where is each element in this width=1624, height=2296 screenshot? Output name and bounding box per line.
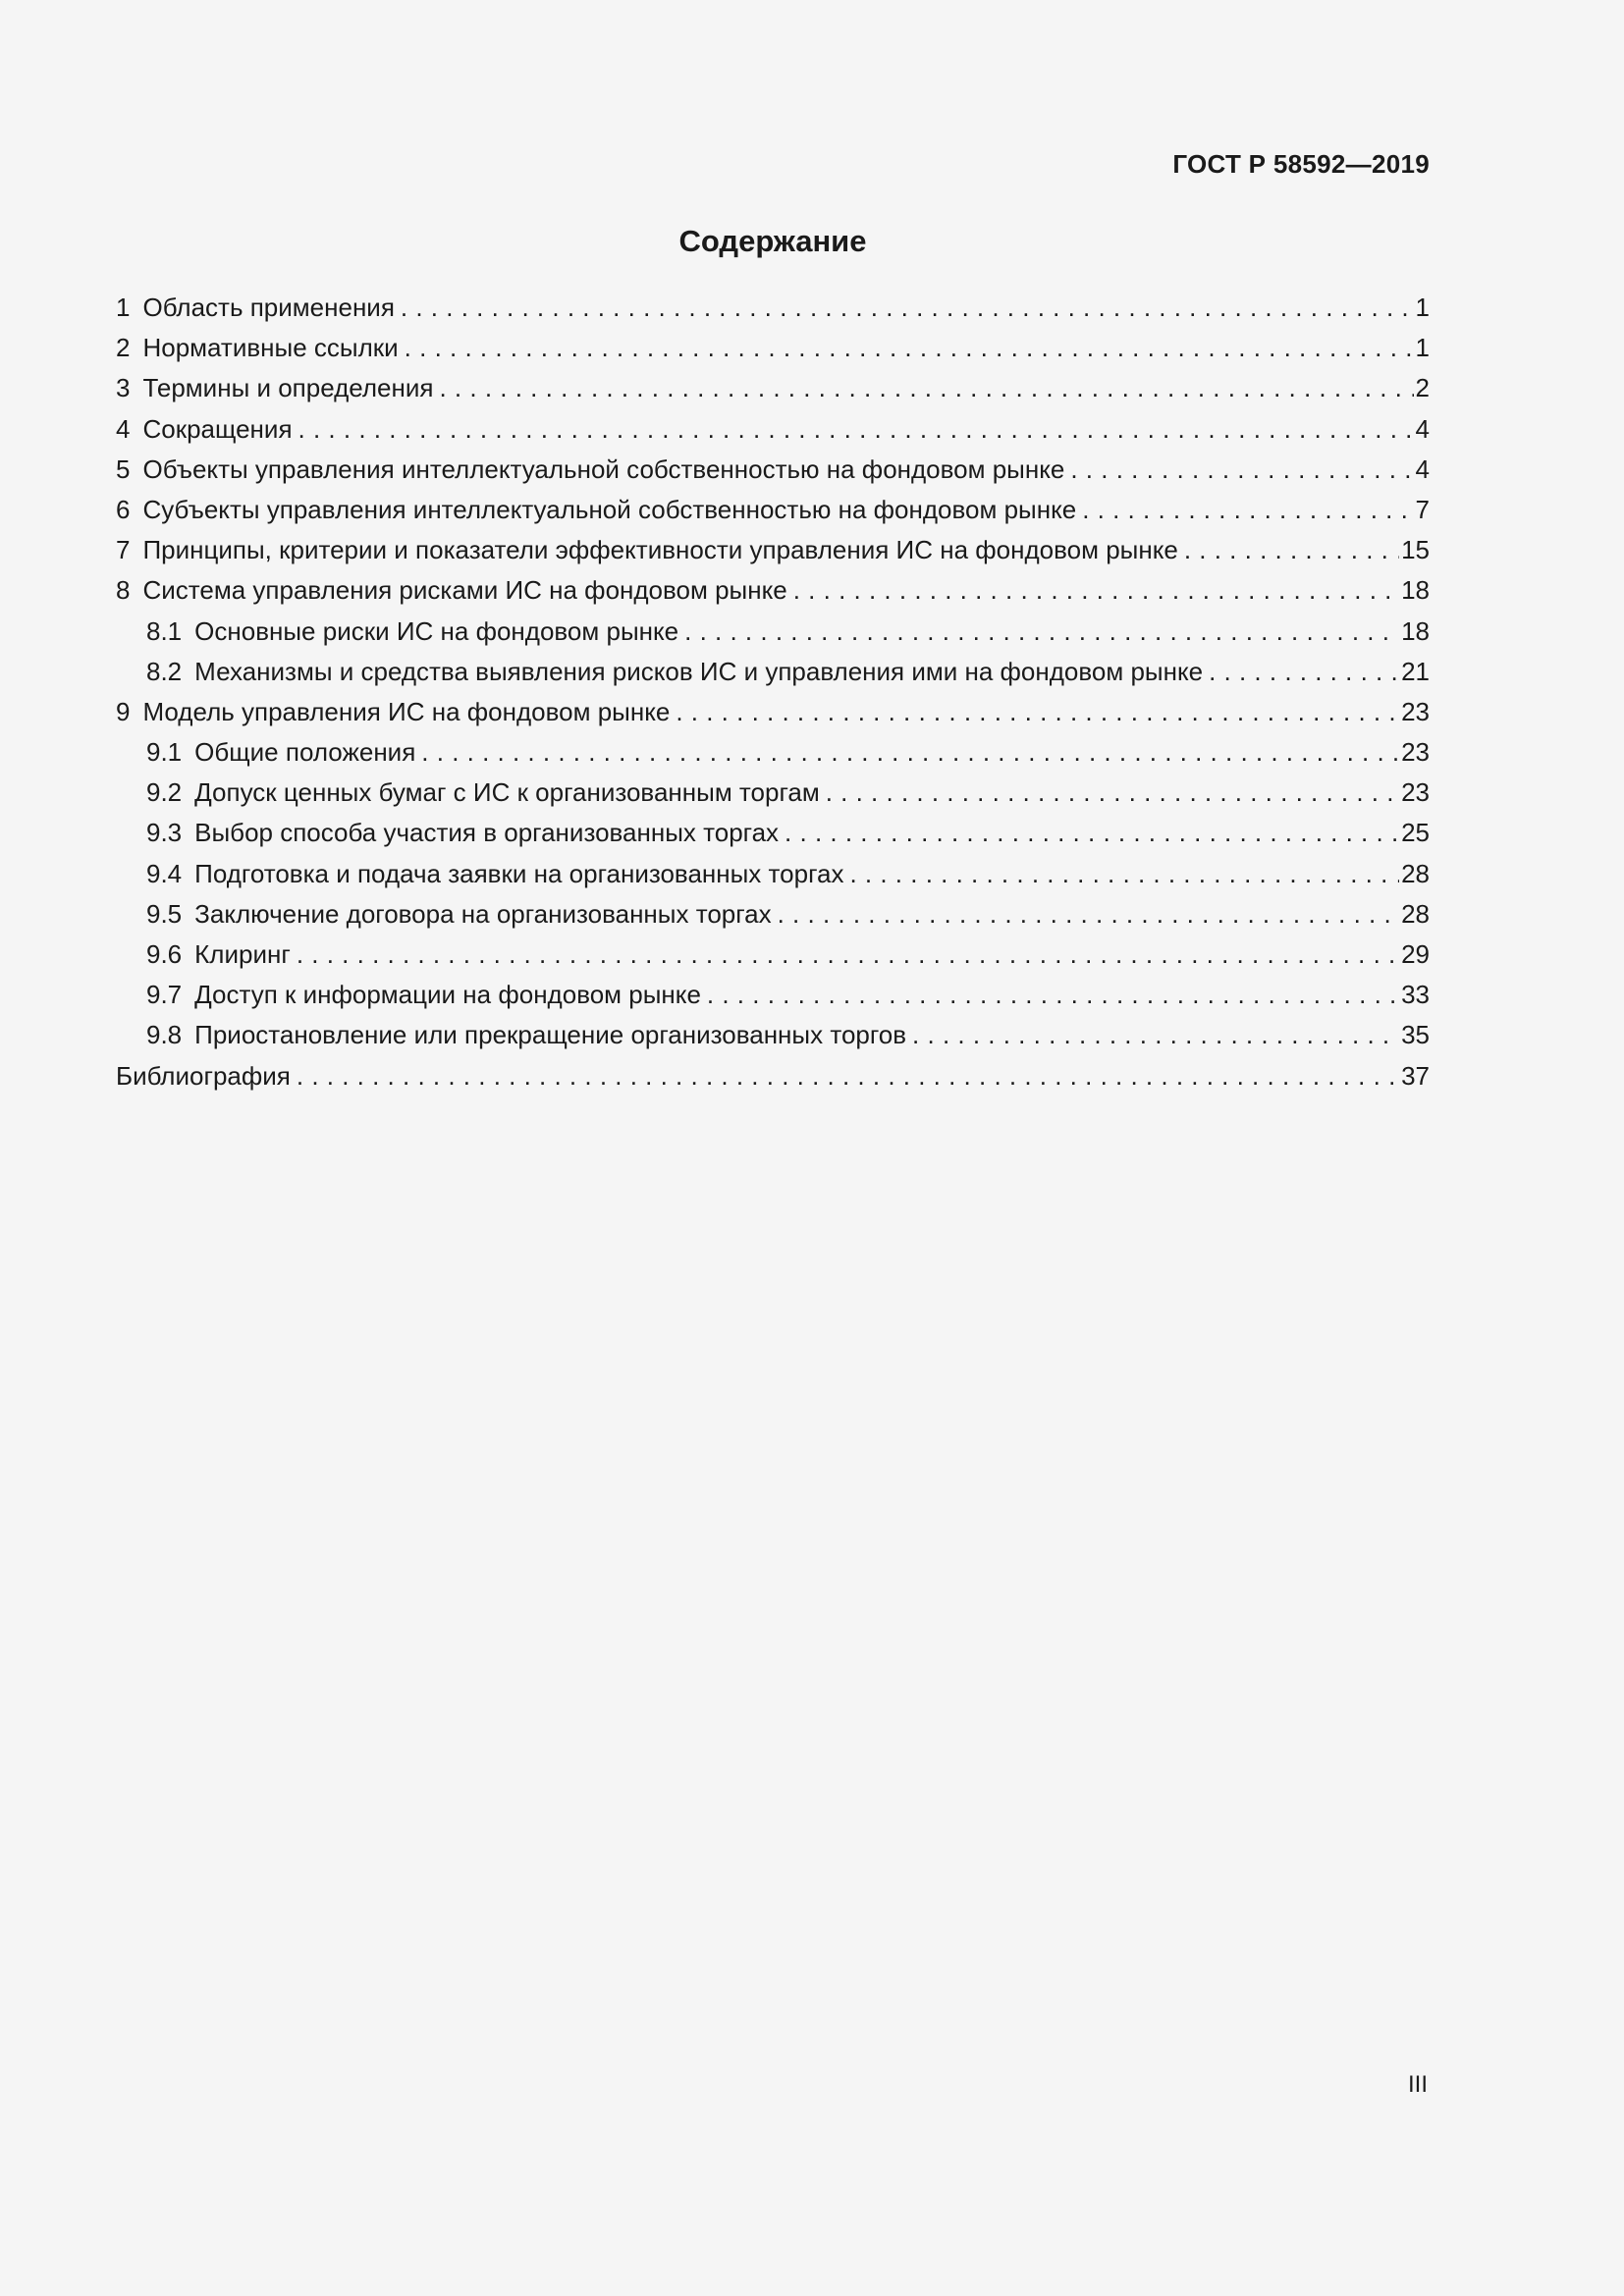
toc-entry-page: 1 (1415, 293, 1430, 322)
toc-entry-title: Клиринг (194, 939, 291, 969)
toc-entry-number: 4 (116, 413, 131, 444)
toc-entry-page: 28 (1401, 858, 1430, 888)
toc-entry-title: Общие положения (194, 737, 416, 768)
toc-entry-page: 7 (1415, 494, 1430, 524)
toc-entry-title: Субъекты управления интеллектуальной собственностью на фондовом рынке (142, 494, 1077, 524)
toc-entry-page: 1 (1415, 333, 1430, 363)
toc-entry-number: 2 (116, 333, 131, 363)
toc-entry[interactable] (116, 575, 1430, 615)
toc-dot-leader (912, 1020, 1399, 1050)
document-code: ГОСТ Р 58592—2019 (1172, 149, 1430, 179)
toc-dot-leader (1082, 495, 1413, 525)
toc-entry-title: Приостановление или прекращение организованных торгов (194, 1020, 907, 1050)
toc-dot-leader (421, 737, 1399, 768)
toc-dot-leader (849, 859, 1399, 889)
toc-entry[interactable] (116, 495, 1430, 535)
toc-dot-leader (778, 899, 1399, 930)
toc-dot-leader (676, 697, 1399, 727)
toc-entry-page: 2 (1415, 373, 1430, 403)
toc-dot-leader (707, 980, 1399, 1010)
toc-entry-page: 37 (1401, 1060, 1430, 1091)
toc-dot-leader (298, 414, 1414, 445)
toc-entry[interactable] (116, 657, 1430, 697)
toc-entry-title: Нормативные ссылки (142, 333, 399, 363)
toc-entry[interactable] (116, 616, 1430, 657)
toc-entry-number: 8.2 (146, 656, 183, 686)
toc-entry-title: Подготовка и подача заявки на организованных торгах (194, 858, 844, 888)
toc-entry-title: Модель управления ИС на фондовом рынке (142, 696, 671, 726)
toc-entry-page: 18 (1401, 615, 1430, 646)
toc-entry[interactable] (116, 454, 1430, 495)
toc-entry-title: Выбор способа участия в организованных торгах (194, 818, 780, 848)
toc-entry-page: 28 (1401, 898, 1430, 929)
toc-entry-title: Сокращения (142, 413, 293, 444)
toc-dot-leader (401, 293, 1414, 323)
toc-entry-title: Заключение договора на организованных торгах (194, 898, 772, 929)
toc-entry[interactable] (116, 1020, 1430, 1060)
toc-entry-number: 9.1 (146, 737, 183, 768)
toc-entry[interactable] (116, 333, 1430, 373)
toc-dot-leader (793, 575, 1399, 606)
toc-entry[interactable] (116, 818, 1430, 858)
toc-entry-page: 33 (1401, 980, 1430, 1010)
toc-entry-number: 5 (116, 454, 131, 484)
toc-entry-number: 9 (116, 696, 131, 726)
toc-entry-number: 8 (116, 575, 131, 606)
toc-entry-page: 23 (1401, 696, 1430, 726)
toc-entry-page: 29 (1401, 939, 1430, 969)
toc-entry[interactable] (116, 777, 1430, 818)
toc-entry-number: 9.3 (146, 818, 183, 848)
toc-dot-leader (1209, 657, 1399, 687)
toc-dot-leader (405, 333, 1414, 363)
toc-entry-title: Основные риски ИС на фондовом рынке (194, 615, 679, 646)
toc-entry[interactable] (116, 1061, 1430, 1101)
toc-entry-title: Допуск ценных бумаг с ИС к организованным торгам (194, 777, 820, 808)
toc-entry-page: 18 (1401, 575, 1430, 606)
table-of-contents (116, 293, 1430, 1101)
toc-entry-number: 9.4 (146, 858, 183, 888)
toc-entry-title: Механизмы и средства выявления рисков ИС и управления ими на фондовом рынке (194, 656, 1204, 686)
toc-entry-title: Доступ к информации на фондовом рынке (194, 980, 701, 1010)
toc-entry-title: Принципы, критерии и показатели эффективности управления ИС на фондовом рынке (142, 535, 1178, 565)
toc-entry-number: 3 (116, 373, 131, 403)
toc-dot-leader (785, 818, 1399, 848)
toc-entry[interactable] (116, 737, 1430, 777)
toc-dot-leader (297, 1061, 1399, 1092)
toc-entry-number: 9.2 (146, 777, 183, 808)
toc-entry-page: 15 (1401, 535, 1430, 565)
toc-entry-number: 9.7 (146, 980, 183, 1010)
toc-entry-page: 35 (1401, 1020, 1430, 1050)
toc-entry-number: 9.6 (146, 939, 183, 969)
toc-entry-title: Система управления рисками ИС на фондовом рынке (142, 575, 787, 606)
toc-entry[interactable] (116, 697, 1430, 737)
toc-entry-number: 9.8 (146, 1020, 183, 1050)
toc-dot-leader (1070, 454, 1413, 485)
toc-entry-title: Объекты управления интеллектуальной собственностью на фондовом рынке (142, 454, 1065, 484)
toc-entry[interactable] (116, 373, 1430, 413)
toc-entry-title: Библиография (116, 1060, 291, 1091)
toc-title: Содержание (678, 224, 867, 258)
page-number: III (1407, 2071, 1428, 2098)
toc-dot-leader (297, 939, 1399, 970)
toc-dot-leader (826, 777, 1399, 808)
toc-entry[interactable] (116, 980, 1430, 1020)
toc-entry-number: 9.5 (146, 898, 183, 929)
toc-entry-number: 7 (116, 535, 131, 565)
toc-entry-title: Область применения (142, 293, 395, 322)
toc-entry-number: 6 (116, 494, 131, 524)
toc-entry[interactable] (116, 899, 1430, 939)
toc-entry-title: Термины и определения (142, 373, 434, 403)
toc-dot-leader (439, 373, 1413, 403)
toc-entry-page: 4 (1415, 413, 1430, 444)
toc-entry-page: 21 (1401, 656, 1430, 686)
toc-entry-page: 23 (1401, 777, 1430, 808)
toc-entry-number: 8.1 (146, 615, 183, 646)
toc-entry[interactable] (116, 535, 1430, 575)
toc-entry[interactable] (116, 939, 1430, 980)
toc-entry[interactable] (116, 293, 1430, 333)
toc-entry[interactable] (116, 859, 1430, 899)
toc-entry-page: 25 (1401, 818, 1430, 848)
toc-dot-leader (1184, 535, 1399, 565)
toc-entry-page: 4 (1415, 454, 1430, 484)
toc-entry[interactable] (116, 414, 1430, 454)
toc-entry-number: 1 (116, 293, 131, 322)
toc-dot-leader (684, 616, 1399, 647)
toc-entry-page: 23 (1401, 737, 1430, 768)
